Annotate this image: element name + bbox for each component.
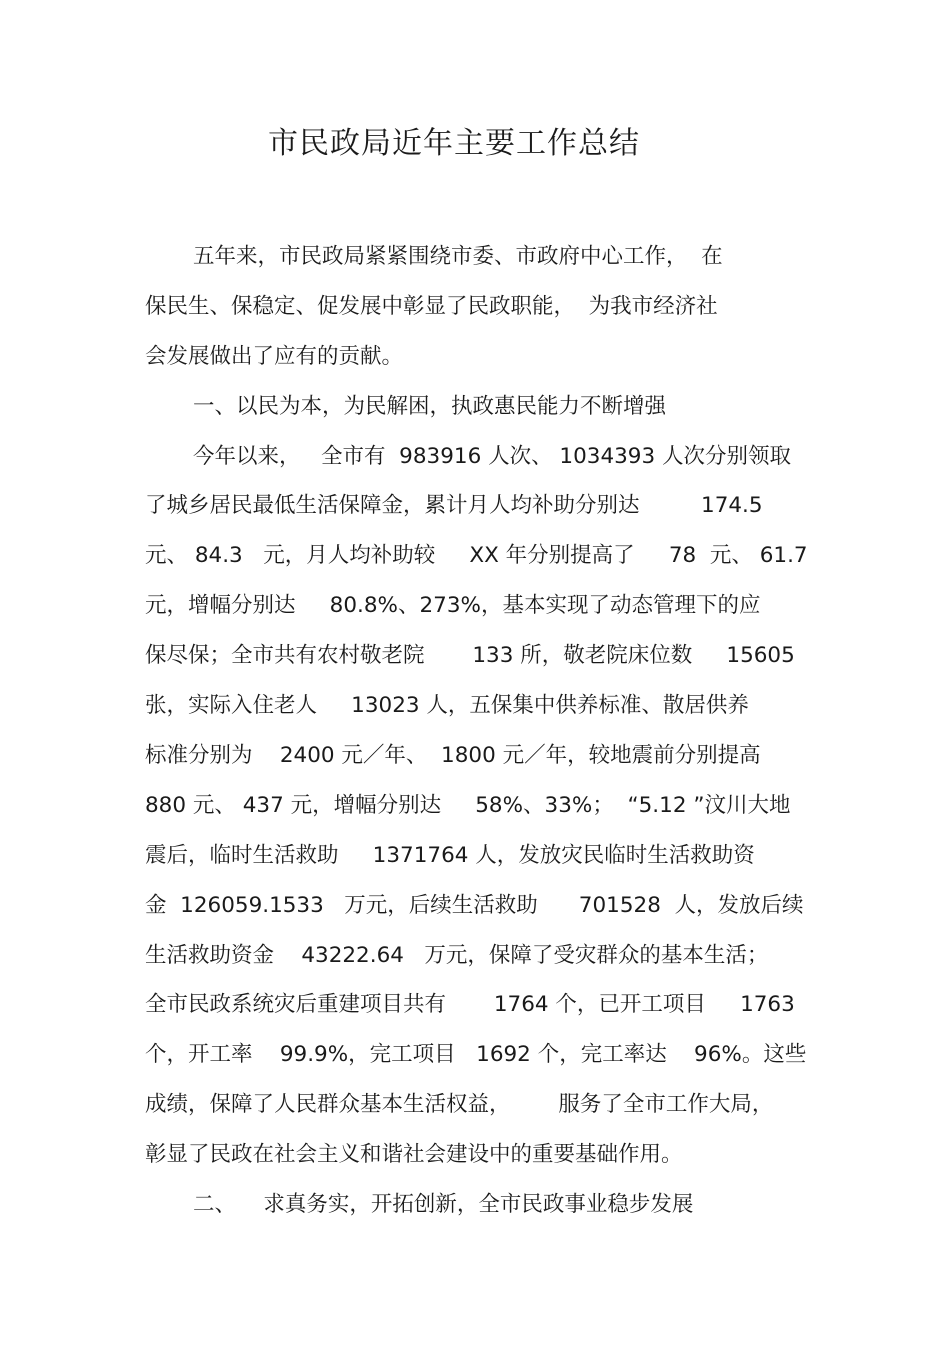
text-line: 了城乡居民最低生活保障金，累计月人均补助分别达 174.5: [145, 493, 763, 518]
text-line: 生活救助资金 43222.64 万元，保障了受灾群众的基本生活；: [145, 943, 769, 968]
text-line: 五年来，市民政局紧紧围绕市委、市政府中心工作， 在: [193, 244, 723, 269]
document-title: 市民政局近年主要工作总结: [268, 126, 640, 161]
text-line: 保民生、保稳定、促发展中彰显了民政职能， 为我市经济社: [145, 294, 718, 319]
text-line: 成绩，保障了人民群众基本生活权益， 服务了全市工作大局，: [145, 1092, 774, 1117]
section-heading: 一、以民为本，为民解困，执政惠民能力不断增强: [193, 394, 667, 419]
text-line: 880 元、 437 元，增幅分别达 58%、33%； “5.12 ”汶川大地: [145, 793, 791, 818]
section-heading: 二、 求真务实，开拓创新，全市民政事业稳步发展: [193, 1192, 694, 1217]
text-line: 彰显了民政在社会主义和谐社会建设中的重要基础作用。: [145, 1142, 683, 1167]
text-line: 张，实际入住老人 13023 人，五保集中供养标准、散居供养: [145, 693, 749, 718]
text-line: 全市民政系统灾后重建项目共有 1764 个，已开工项目 1763: [145, 992, 795, 1017]
text-line: 今年以来， 全市有 983916 人次、 1034393 人次分别领取: [193, 444, 792, 469]
text-line: 标准分别为 2400 元／年、 1800 元／年，较地震前分别提高: [145, 743, 761, 768]
text-line: 震后，临时生活救助 1371764 人，发放灾民临时生活救助资: [145, 843, 755, 868]
text-line: 保尽保；全市共有农村敬老院 133 所，敬老院床位数 15605: [145, 643, 795, 668]
text-line: 金 126059.1533 万元，后续生活救助 701528 人，发放后续: [145, 893, 804, 918]
text-line: 元，增幅分别达 80.8%、273%，基本实现了动态管理下的应: [145, 593, 761, 618]
text-line: 元、 84.3 元，月人均补助较 XX 年分别提高了 78 元、 61.7: [145, 543, 808, 568]
text-line: 个，开工率 99.9%，完工项目 1692 个，完工率达 96%。这些: [145, 1042, 807, 1067]
text-line: 会发展做出了应有的贡献。: [145, 344, 404, 369]
